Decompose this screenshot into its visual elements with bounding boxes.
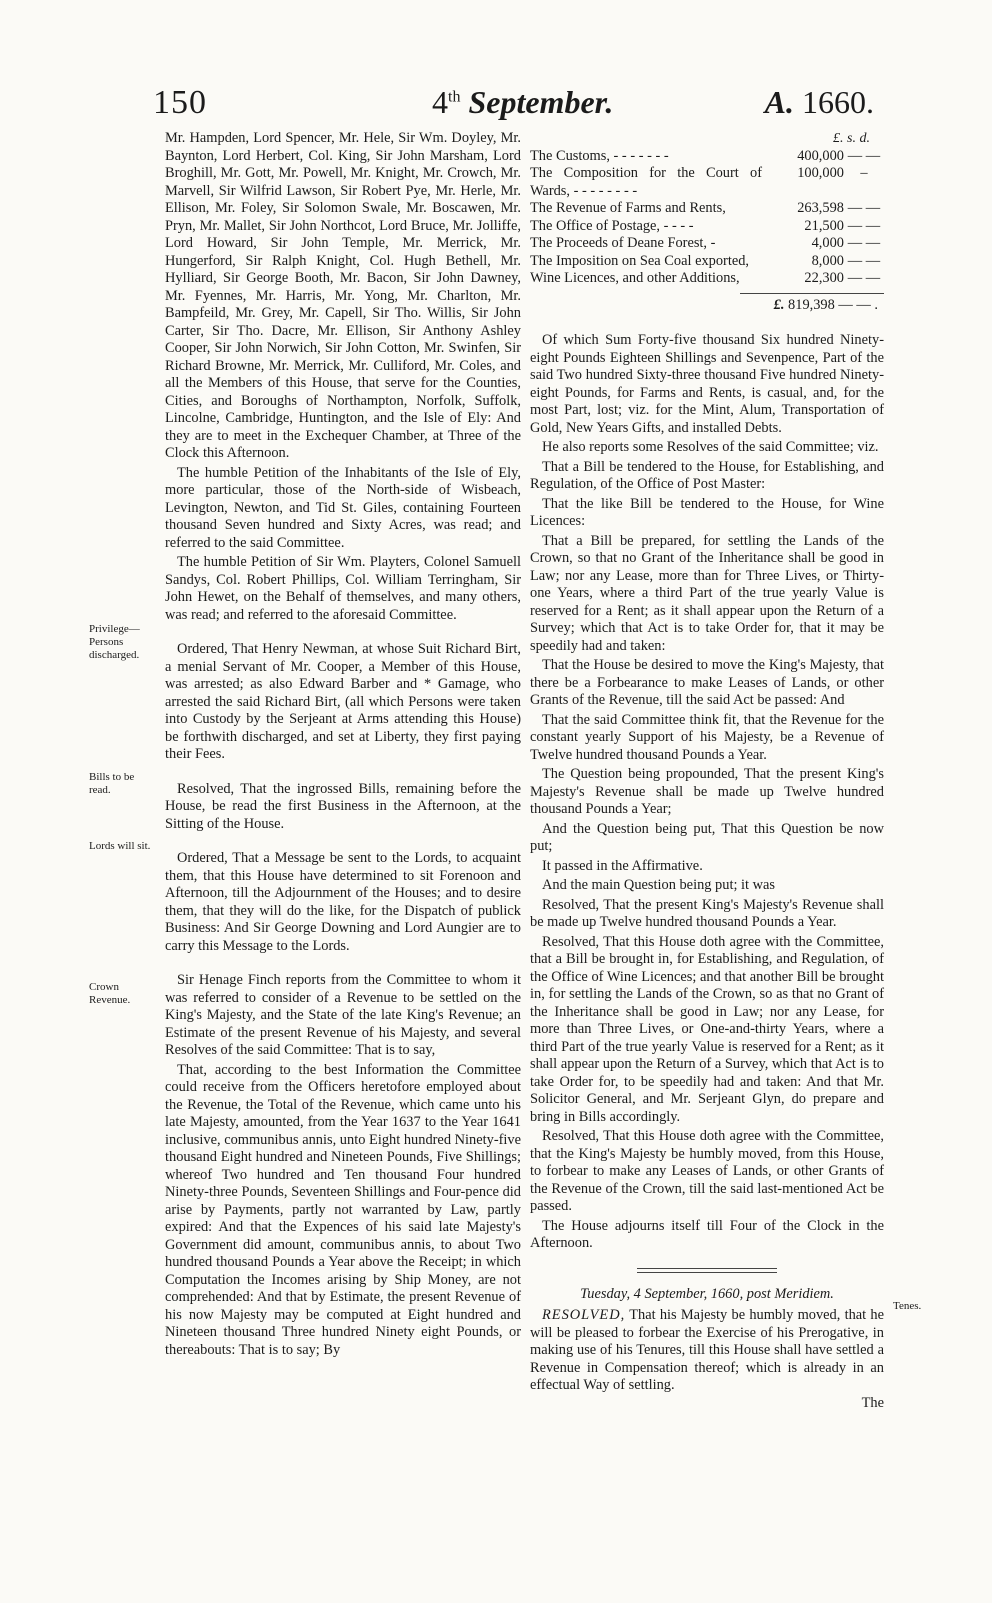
header-date (432, 84, 613, 121)
resolved-lead: RESOLVED, (542, 1307, 626, 1323)
margin-note-privilege: Privilege—Persons discharged. (89, 623, 140, 661)
revenue-amount: 22,300 (804, 270, 844, 286)
revenue-amount: 400,000 (797, 147, 844, 164)
resolved-tenures (530, 1307, 884, 1395)
resolve-wine-licences: That the like Bill be tendered to the House, for Wine Licences: (530, 495, 884, 529)
petition-playters: The humble Petition of Sir Wm. Playters, Colonel Samuell Sandys, Col. Robert Phillips, Col. William Terringham, Sir John Hewet, on the Behalf of themselves, and many others, was read; and referred to the aforesaid Committee. (165, 554, 521, 623)
header-month: September. (468, 84, 614, 120)
page-number: 150 (153, 84, 207, 121)
question-propounded: The Question being propounded, That the present King's Majesty's Revenue shall be made up Twelve hundred thousand Pounds a Year; (530, 766, 884, 817)
lsd-heading: £. s. d. (833, 131, 870, 146)
left-column (165, 130, 521, 1359)
question-put: And the Question being put, That this Question be now put; (530, 820, 884, 854)
revenue-information: That, according to the best Information the Committee could receive from the Officers heretofore employed about the Revenue, the Total of the Revenue, which came unto his late Majesty, amounted, from the Year 1637 to the Year 1641 inclusive, communibus annis, unto Eight hundred Ninety-five thousand Eight hundred and Nineteen Pounds, Five Shillings; whereof Two hundred and Ten thousand Four hundred Ninety-three Pounds, Seventeen Shillings and Four-pence did arise by Payments, partly not warranted by Law, partly expired: And that the Expences of his said late Majesty's Government did amount, communibus annis, to about Two hundred thousand Pounds a Year above the Receipt; in which Computation the Incomes arising by Ship Money, are not comprehended: And that by Estimate, the present Revenue of his now Majesty may be computed at Eight hundred and Nineteen thousand Three hundred Ninety eight Pounds, or thereabouts: That is to say; By (165, 1061, 521, 1358)
sum-casual-paragraph: Of which Sum Forty-five thousand Six hundred Ninety-eight Pounds Eighteen Shillings and Sevenpence, Part of the said Two hundred Sixty-three thousand Five hundred Ninety-eight Pounds, for Farms and Rents, is casual, and, for the most Part, lost; viz. for the Mint, Alum, Transportation of Gold, New Years Gifts, and installed Debts. (530, 332, 884, 436)
margin-note-bills: Bills to be read. (89, 771, 135, 796)
revenue-row (530, 218, 884, 236)
revenue-shillings-pence: — — (847, 270, 881, 286)
revenue-item: The Composition for the Court of Wards, - - - - - - - - (530, 165, 762, 199)
header-year (765, 84, 874, 121)
main-question: And the main Question being put; it was (542, 877, 776, 893)
revenue-item: Wine Licences, and other Additions, (530, 270, 740, 286)
header-year-prefix: A. (764, 84, 794, 120)
revenue-total (530, 297, 884, 315)
margin-note-crown-revenue: Crown Revenue. (89, 981, 131, 1006)
resolve-post-master: That a Bill be tendered to the House, for Establishing, and Regulation, of the Office of Post Master: (530, 458, 884, 492)
revenue-row (530, 270, 884, 288)
text-members: Hampden, Lord Spencer, Mr. Hele, Sir Wm. Doyley, Mr. Baynton, Lord Herbert, Col. King, Sir John Marsham, Lord Broghill, Mr. Gott, Mr. Powell, Mr. Knight, Mr. Crowch, Mr. Marvell, Sir Wilfrid Lawson, Sir Robert Pye, Mr. Herle, Mr. Ellison, Mr. Foley, Sir Solomon Swale, Mr. Boscawen, Mr. Pryn, Mr. Mallet, Sir John Northcot, Lord Bruce, Mr. Jolliffe, Lord Howard, Sir John Temple, Mr. Merrick, Mr. Hungerford, Sir Ralph Knight, Col. Hugh Bethell, Mr. Hylliard, Sir George Booth, Mr. Bacon, Sir John Dawney, Mr. Fyennes, Mr. Harris, Mr. Yong, Mr. Charlton, Mr. Bampfeild, Mr. Grey, Mr. Capell, Sir Tho. Willis, Sir John Carter, Sir Tho. Dacre, Mr. Ellison, Sir Anthony Ashley Cooper, Sir John Norwich, Sir John Cotton, Mr. Swinfen, Sir Richard Browne, Mr. Merrick, Mr. Culliford, Mr. Coles, and all the Members of this House, that serve for the Counties, Cities, and Boroughs of Northampton, Norfolk, Suffolk, Lincolne, Cambridge, Huntington, and the Isle of Ely: And they are to meet in the Exchequer Chamber, at Three of the Clock this Afternoon. (165, 130, 521, 461)
catchword: The (861, 1394, 884, 1411)
revenue-amount: 8,000 (811, 252, 844, 269)
text-mr: Mr. (165, 130, 190, 146)
header-year-value: 1660. (802, 84, 874, 120)
revenue-row (530, 165, 884, 200)
margin-note-tenes: Tenes. (893, 1300, 922, 1312)
header-day-suffix: th (448, 88, 461, 106)
revenue-item: The Office of Postage, - - - - (530, 217, 694, 234)
order-newman-discharged: Ordered, That Henry Newman, at whose Suit Richard Birt, a menial Servant of Mr. Cooper, a Member of this House, was arrested; as also Edward Barber and * Gamage, who arrested the said Richard Birt, (all which Persons were taken into Custody by the Serjeant at Arms attending this House) be forthwith discharged, and set at Liberty, they first paying their Fees. (165, 641, 521, 762)
revenue-shillings-pence: – (860, 165, 868, 181)
afternoon-subheading: Tuesday, 4 September, 1660, post Meridiem. (580, 1285, 834, 1302)
resolved-tenures-text: That his Majesty be humbly moved, that he will be pleased to forbear the Exercise of his Prerogative, in making use of his Tenures, till this House shall have settled a Revenue in Compensation thereof; which is already in an effectual Way of settling. (530, 1307, 884, 1393)
revenue-row (530, 148, 884, 166)
header-day: 4 (432, 84, 448, 120)
revenue-shillings-pence: — — (847, 235, 881, 251)
revenue-row (530, 200, 884, 218)
finch-report: Sir Henage Finch reports from the Committee to whom it was referred to consider of a Revenue to be settled on the King's Majesty, and the State of the late King's Revenue; an Estimate of the present Revenue of his Majesty, and several Resolves of the said Committee: That is to say, (165, 972, 521, 1058)
petition-isle-of-ely: The humble Petition of the Inhabitants of the Isle of Ely, more particular, those of the North-side of Wisbeach, Levington, Newton, and Tid St. Giles, containing Fourteen thousand Seven hundred and Sixty Acres, was read; and referred to the said Committee. (165, 464, 521, 551)
revenue-table (530, 148, 884, 288)
committee-members-paragraph (165, 130, 521, 463)
right-column (530, 130, 884, 1412)
revenue-item: The Proceeds of Deane Forest, - (530, 235, 716, 251)
resolve-forbearance: That the House be desired to move the King's Majesty, that there be a Forbearance to make Leases of Lands, or other Grants of the Revenue, till the said Act be passed: And (530, 657, 884, 708)
revenue-row (530, 253, 884, 271)
house-adjourns: The House adjourns itself till Four of the Clock in the Afternoon. (530, 1217, 884, 1251)
revenue-shillings-pence: — — (847, 217, 881, 234)
total-sign: £. (773, 296, 785, 313)
revenue-amount: 100,000 (797, 165, 844, 181)
resolved-bills: Resolved, That this House doth agree with the Committee, that a Bill be brought in, for Establishing, and Regulation, of the Office of Wine Licences; and that another Bill be brought in, for settling the Lands of the Crown, so as that no Grant of the Inheritance shall be good in Law; nor any Lease, for more than Three Lives, or One-and-thirty Years, where a third Part of the true yearly Value is reserved for a Rent; as it shall appear upon the Return of a Survey, which that Act is to take Order for, to be speedily had and taken: And that Mr. Solicitor General, and Mr. Serjeant Glyn, do prepare and bring in Bills accordingly. (530, 933, 884, 1125)
resolve-crown-lands: That a Bill be prepared, for settling the Lands of the Crown, so that no Grant of the Inheritance shall be good in Law; nor any Lease, more than for Three Lives, or Thirty-one Years, where a third Part of the true yearly Value is reserved for a Rent; as it shall appear upon the Return of a Survey; which that Act is to take Order for, that it may be speedily had and taken: (530, 532, 884, 654)
revenue-shillings-pence: — — (847, 252, 881, 269)
revenue-item: The Revenue of Farms and Rents, (530, 200, 726, 216)
revenue-amount: 21,500 (804, 217, 844, 234)
order-message-lords: Ordered, That a Message be sent to the Lords, to acquaint them, that this House have determined to sit Forenoon and Afternoon, till the Adjournment of the Houses; and to desire them, that they will do the like, for the Dispatch of publick Business: And Sir George Downing and Lord Aungier are to carry this Message to the Lords. (165, 850, 521, 954)
revenue-item: The Customs, - - - - - - - (530, 147, 669, 164)
revenue-shillings-pence: — — (847, 200, 881, 216)
revenue-shillings-pence: — — (847, 147, 881, 164)
total-amount: 819,398 — — . (788, 296, 878, 313)
resolved-forbear-leases: Resolved, That this House doth agree with the Committee, that the King's Majesty be humbly moved, from this House, to forbear to make any Leases of Lands, or other Grants of the Revenue of the Crown, till the said last-mentioned Act be passed. (530, 1128, 884, 1214)
revenue-amount: 4,000 (811, 235, 844, 251)
resolved-revenue: Resolved, That the present King's Majesty's Revenue shall be made up Twelve hundred thousand Pounds a Year. (530, 896, 884, 930)
resolved-ingrossed-bills: Resolved, That the ingrossed Bills, remaining before the House, be read the first Business in the Afternoon, at the Sitting of the House. (165, 780, 521, 832)
section-divider (637, 1268, 777, 1273)
revenue-item: The Imposition on Sea Coal exported, (530, 252, 750, 269)
revenue-amount: 263,598 (797, 200, 844, 216)
revenue-row (530, 235, 884, 253)
resolves-intro: He also reports some Resolves of the said Committee; viz. (542, 439, 879, 455)
affirmative: It passed in the Affirmative. (542, 857, 703, 874)
margin-note-lords: Lords will sit. (89, 840, 151, 852)
page-header (0, 84, 992, 130)
resolve-revenue-amount: That the said Committee think fit, that the Revenue for the constant yearly Support of his Majesty, be a Revenue of Twelve hundred thousand Pounds a Year. (530, 711, 884, 763)
total-rule (740, 293, 884, 294)
